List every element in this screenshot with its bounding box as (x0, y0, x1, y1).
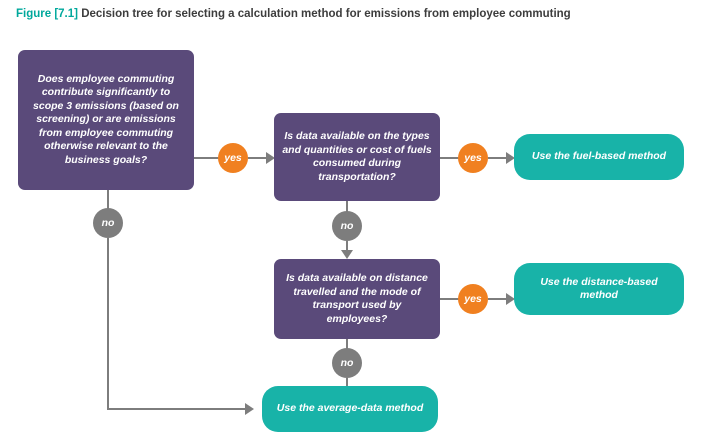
result-node-distance-based-method (514, 263, 684, 315)
label-no-2-text: no (340, 220, 354, 232)
decision-node-employee-commuting-relevance (18, 50, 194, 190)
figure-caption (16, 6, 686, 22)
label-yes-3-text: yes (464, 293, 482, 305)
label-no-3 (332, 348, 362, 378)
decision-node-employee-commuting-relevance-text: Does employee commuting contribute significantly to scope 3 emissions (based on screening) or are emissions from employee commuting otherwise relevant to the business goals? (33, 72, 179, 166)
connector-q1-no (107, 190, 109, 210)
figure-caption-text: Decision tree for selecting a calculation method for emissions from employee commuting (81, 8, 571, 20)
label-yes-1-text: yes (224, 152, 242, 164)
result-node-average-data-method (262, 386, 438, 432)
result-node-fuel-based-method-text: Use the fuel-based method (531, 150, 667, 163)
label-yes-1 (218, 143, 248, 173)
result-node-distance-based-method-text: Use the distance-based method (540, 275, 658, 301)
label-yes-2-text: yes (464, 152, 482, 164)
connector-q1-no-3 (107, 408, 247, 410)
label-no-1 (93, 208, 123, 238)
decision-node-distance-data-text: Is data available on distance travelled and the mode of transport used by employees? (286, 272, 428, 325)
figure-number: Figure [7.1] (16, 8, 78, 20)
arrowhead-q2-to-q3 (341, 250, 353, 259)
label-yes-3 (458, 284, 488, 314)
decision-node-fuel-data-text: Is data available on the types and quantities or cost of fuels consumed during transportation? (282, 130, 432, 183)
arrowhead-q1-to-average (245, 403, 254, 415)
result-node-average-data-method-text: Use the average-data method (276, 402, 424, 415)
label-no-3-text: no (340, 357, 354, 369)
decision-node-fuel-data (274, 113, 440, 201)
label-yes-2 (458, 143, 488, 173)
connector-q1-no-2 (107, 238, 109, 409)
decision-node-distance-data (274, 259, 440, 339)
label-no-1-text: no (101, 217, 115, 229)
label-no-2 (332, 211, 362, 241)
result-node-fuel-based-method (514, 134, 684, 180)
